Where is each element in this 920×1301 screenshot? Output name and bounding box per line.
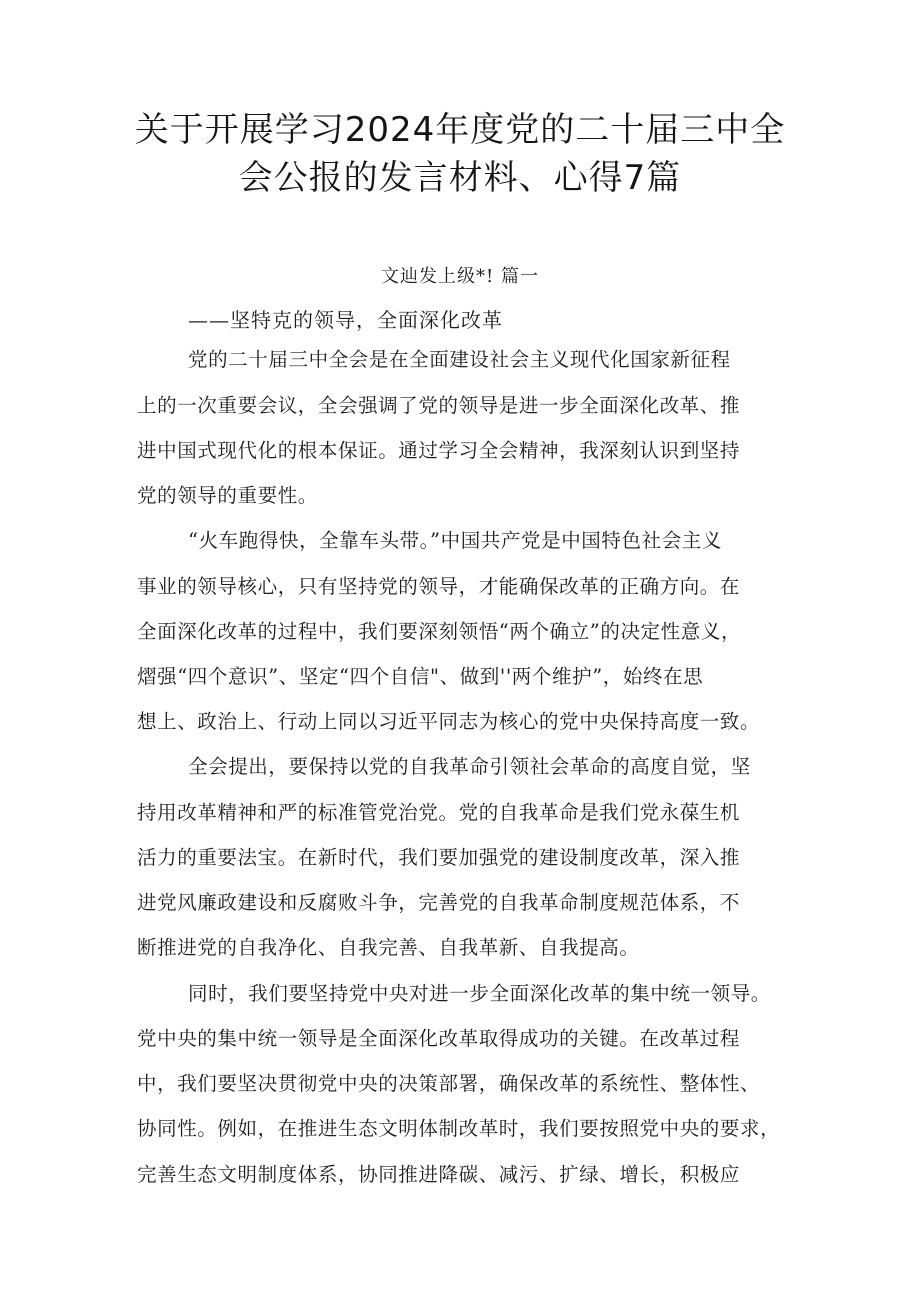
text-line: 党的领导的重要性。 — [137, 484, 318, 507]
text-line: 进中国式现代化的根本保证。通过学习全会精神，我深刻认识到坚持 — [137, 439, 741, 462]
text-line: 全面深化改革的过程中，我们要深刻领悟“两个确立”的决定性意义， — [137, 620, 742, 643]
text-line: 活力的重要法宝。在新时代，我们要加强党的建设制度改革，深入推 — [137, 846, 741, 869]
text-line: 断推进党的自我净化、自我完善、自我革新、自我提高。 — [137, 936, 640, 959]
text-line: 事业的领导核心，只有坚持党的领导，才能确保改革的正确方向。在 — [137, 575, 741, 598]
text-line: 进党风廉政建设和反腐败斗争，完善党的自我革命制度规范体系，不 — [137, 891, 741, 914]
title-line-1: 关于开展学习2024年度党的二十届三中全 — [134, 110, 786, 150]
text-line: 持用改革精神和严的标准管党治党。党的自我革命是我们党永葆生机 — [137, 801, 741, 824]
text-line: 协同性。例如，在推进生态文明体制改革时，我们要按照党中央的要求， — [137, 1117, 781, 1140]
text-line: 熠强“四个意识”、坚定“四个自信"、做到''两个维护”，始终在思 — [137, 665, 704, 688]
text-line: 中，我们要坚决贯彻党中央的决策部署，确保改革的系统性、整体性、 — [137, 1072, 761, 1095]
text-line: 全会提出，要保持以党的自我革命引领社会革命的高度自觉，坚 — [188, 755, 751, 778]
text-line: 党的二十届三中全会是在全面建设社会主义现代化国家新征程 — [188, 348, 731, 371]
text-line: 完善生态文明制度体系，协同推进降碳、减污、扩绿、增长，积极应 — [137, 1163, 741, 1186]
section-subtitle: ——坚特克的领导，全面深化改革 — [188, 308, 503, 332]
text-line: 同时，我们要坚持党中央对进一步全面深化改革的集中统一领导。 — [188, 982, 771, 1005]
text-line: 上的一次重要会议，全会强调了党的领导是进一步全面深化改革、推 — [137, 394, 741, 417]
text-line: 想上、政治上、行动上同以习近平同志为核心的党中央保持高度一致。 — [137, 710, 761, 733]
document-title — [100, 106, 820, 202]
text-line: “火车跑得快，全靠车头带。”中国共产党是中国特色社会主义 — [188, 529, 722, 552]
section-heading: 文辿发上级*! 篇一 — [381, 266, 539, 287]
title-line-2: 会公报的发言材料、心得7篇 — [238, 158, 682, 198]
text-line: 党中央的集中统一领导是全面深化改革取得成功的关键。在改革过程 — [137, 1027, 741, 1050]
